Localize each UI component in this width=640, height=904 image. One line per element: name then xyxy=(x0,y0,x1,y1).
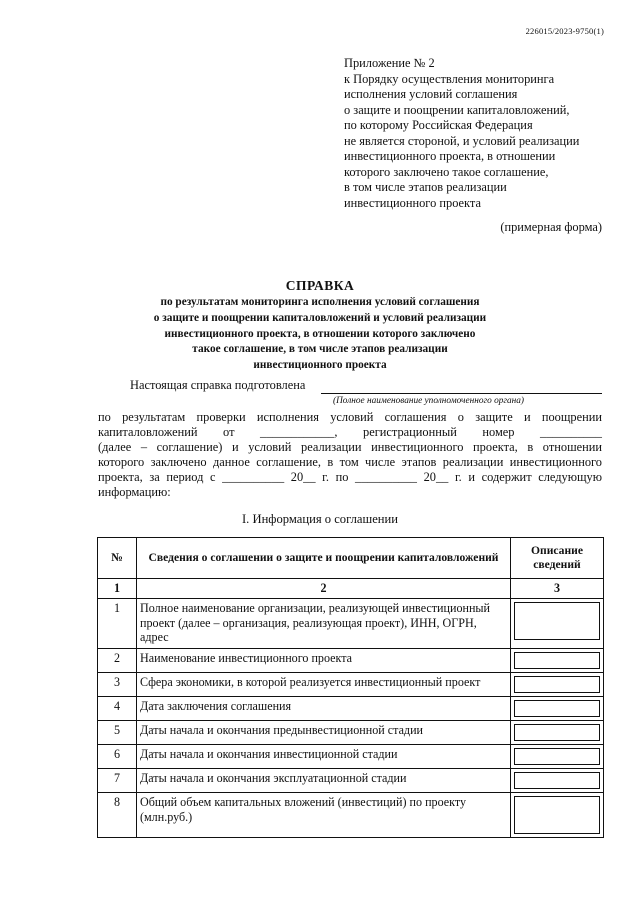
appendix-header xyxy=(344,56,614,211)
intro-line: капиталовложений от ____________, регистрационный номер __________ xyxy=(98,425,602,439)
value-box[interactable] xyxy=(514,796,600,834)
table-row xyxy=(98,697,604,721)
row-text: Сфера экономики, в которой реализуется инвестиционный проект xyxy=(137,673,511,697)
table-row xyxy=(98,673,604,697)
document-registration-number: 226015/2023-9750(1) xyxy=(525,26,604,36)
title-line: такое соглашение, в том числе этапов реализации xyxy=(192,343,448,356)
column-number: 3 xyxy=(511,579,604,599)
section-title: I. Информация о соглашении xyxy=(241,512,399,526)
table-row xyxy=(98,721,604,745)
row-value-cell[interactable] xyxy=(511,769,604,793)
appendix-line: не является стороной, и условий реализации xyxy=(344,133,580,148)
row-text: Наименование инвестиционного проекта xyxy=(137,649,511,673)
value-box[interactable] xyxy=(514,772,600,789)
value-box[interactable] xyxy=(514,748,600,765)
table-header-row xyxy=(98,538,604,579)
row-number: 5 xyxy=(98,721,137,745)
appendix-line: в том числе этапов реализации xyxy=(344,180,507,194)
table-row xyxy=(98,769,604,793)
header-info: Сведения о соглашении о защите и поощрении капиталовложений xyxy=(137,538,511,579)
appendix-line: о защите и поощрении капиталовложений, xyxy=(344,102,570,117)
row-text: Даты начала и окончания инвестиционной стадии xyxy=(137,745,511,769)
row-text: Дата заключения соглашения xyxy=(137,697,511,721)
value-box[interactable] xyxy=(514,652,600,669)
row-text: Даты начала и окончания эксплуатационной стадии xyxy=(137,769,511,793)
row-number: 6 xyxy=(98,745,137,769)
row-value-cell[interactable] xyxy=(511,599,604,649)
value-box[interactable] xyxy=(514,724,600,741)
row-text: Даты начала и окончания предынвестиционной стадии xyxy=(137,721,511,745)
header-description: Описание сведений xyxy=(511,538,604,579)
appendix-line: которого заключено такое соглашение, xyxy=(344,164,549,179)
row-number: 3 xyxy=(98,673,137,697)
header-number: № xyxy=(98,538,137,579)
table-row xyxy=(98,599,604,649)
row-number: 1 xyxy=(98,599,137,649)
row-value-cell[interactable] xyxy=(511,697,604,721)
intro-line: по результатам проверки исполнения условий соглашения о защите и поощрении xyxy=(98,410,602,424)
appendix-line: к Порядку осуществления мониторинга xyxy=(344,71,555,86)
table-row xyxy=(98,649,604,673)
organ-name-caption: (Полное наименование уполномоченного органа) xyxy=(333,396,525,406)
row-value-cell[interactable] xyxy=(511,721,604,745)
table-row xyxy=(98,745,604,769)
row-number: 8 xyxy=(98,793,137,838)
value-box[interactable] xyxy=(514,676,600,693)
intro-line: информацию: xyxy=(98,485,171,499)
appendix-line: по которому Российская Федерация xyxy=(344,118,533,132)
form-type-note: (примерная форма) xyxy=(500,220,602,234)
value-box[interactable] xyxy=(514,602,600,640)
title-line: инвестиционного проекта, в отношении которого заключено xyxy=(164,327,476,340)
appendix-line: инвестиционного проекта xyxy=(344,195,481,210)
appendix-line: инвестиционного проекта, в отношении xyxy=(344,149,556,163)
row-value-cell[interactable] xyxy=(511,745,604,769)
row-value-cell[interactable] xyxy=(511,793,604,838)
column-number-row xyxy=(98,579,604,599)
row-number: 4 xyxy=(98,697,137,721)
row-text: Общий объем капитальных вложений (инвестиций) по проекту (млн.руб.) xyxy=(137,793,511,838)
intro-line: которого заключено данное соглашение, в том числе этапов реализации инвестиционного xyxy=(98,455,602,469)
row-value-cell[interactable] xyxy=(511,673,604,697)
title-line: по результатам мониторинга исполнения условий соглашения xyxy=(160,296,480,308)
organ-name-blank xyxy=(321,393,602,394)
table-row xyxy=(98,793,604,838)
prepared-by-label: Настоящая справка подготовлена xyxy=(130,378,306,392)
row-value-cell[interactable] xyxy=(511,649,604,673)
appendix-line: исполнения условий соглашения xyxy=(344,87,518,101)
row-number: 2 xyxy=(98,649,137,673)
intro-line: (далее – соглашение) и условий реализации инвестиционного проекта, в отношении xyxy=(98,440,602,454)
column-number: 1 xyxy=(98,579,137,599)
row-number: 7 xyxy=(98,769,137,793)
appendix-line: Приложение № 2 xyxy=(344,56,435,70)
title-line: о защите и поощрении капиталовложений и условий реализации xyxy=(153,311,487,324)
title-line: инвестиционного проекта xyxy=(253,359,387,372)
value-box[interactable] xyxy=(514,700,600,717)
column-number: 2 xyxy=(137,579,511,599)
document-title xyxy=(0,278,640,374)
row-text: Полное наименование организации, реализующей инвестиционный проект (далее – организация, реализующая проект), ИНН, ОГРН, адрес xyxy=(137,599,511,649)
agreement-info-table xyxy=(97,537,604,838)
title-main: СПРАВКА xyxy=(285,278,355,293)
intro-line: проекта, за период с __________ 20__ г. по __________ 20__ г. и содержит следующую xyxy=(98,470,602,484)
